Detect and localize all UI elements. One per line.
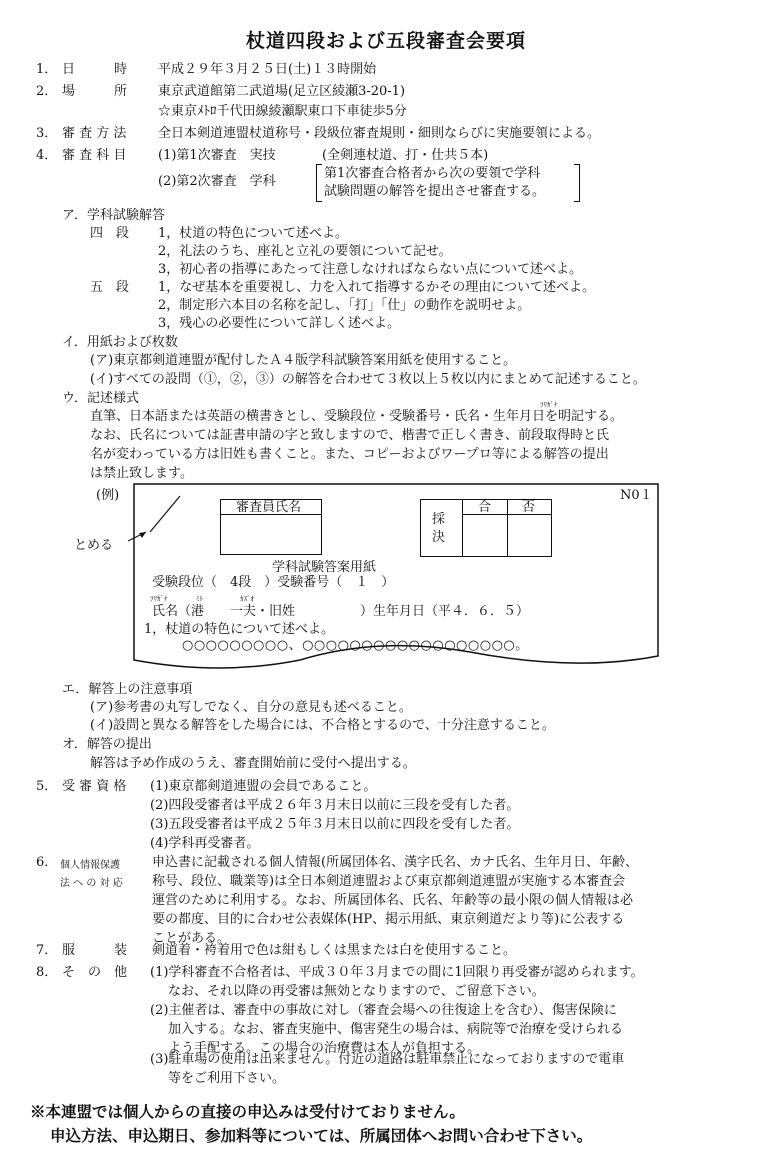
section-number: 8． xyxy=(36,965,58,980)
sheet-answer: ○○○○○○○○○、○○○○○○○○○○○○○○○○○○。 xyxy=(182,638,529,653)
text-line: 申込書に記載される個人情報(所属団体名、漢字氏名、カナ氏名、生年月日、年齢、 xyxy=(152,855,639,870)
staple-label: とめる xyxy=(74,538,114,553)
text-line: なお、それ以降の再受審は無効となりますので、ご留意下さい。 xyxy=(168,984,545,999)
pass-label: 合 xyxy=(478,500,492,515)
text-line: ことがある。 xyxy=(152,931,231,946)
text-line: (1)東京都剣道連盟の会員であること。 xyxy=(150,779,377,794)
text-line: (2)四段受審者は平成２６年３月末日以前に三段を受有した者。 xyxy=(150,798,520,813)
notice-line: ※本連盟では個人からの直接の申込みは受付けておりません。 xyxy=(30,1102,465,1121)
section-label: 審 査 科 目 xyxy=(62,148,127,163)
page-title: 杖道四段および五段審査会要項 xyxy=(246,30,527,52)
exam-second: (2)第2次審査 学科 xyxy=(158,174,276,189)
fail-label: 否 xyxy=(522,500,536,515)
section-label: 法 へ の 対 応 xyxy=(60,878,123,889)
examiner-name-label: 審査員氏名 xyxy=(236,500,302,515)
text-line: (4)学科再受審者。 xyxy=(150,836,260,851)
section-label: 個人情報保護 xyxy=(60,860,120,871)
section-number: 2． xyxy=(36,84,58,99)
ruby-text: ﾌﾘｶﾞﾅ xyxy=(540,401,558,409)
judgement-label: 採 xyxy=(432,512,446,527)
sheet-line: 1，杖道の特色について述べよ。 xyxy=(144,622,335,637)
question-item: 2，礼法のうち、座礼と立礼の要領について記せ。 xyxy=(158,244,452,259)
subsection-heading: ア．学科試験解答 xyxy=(62,208,165,223)
text-line: は禁止致します。 xyxy=(90,466,193,481)
section-number: 5． xyxy=(36,779,58,794)
section-number: 3． xyxy=(36,126,58,141)
section-text: 平成２９年３月２５日(土)１３時開始 xyxy=(158,62,377,77)
exam-first: (1)第1次審査 実技 xyxy=(158,148,276,163)
section-number: 7． xyxy=(36,943,58,958)
text-line: (2)主催者は、審査中の事故に対し（審査会場への往復途上を含む）、傷害保険に xyxy=(150,1003,617,1018)
section-label: 場 所 xyxy=(62,84,128,99)
text-line: 解答は予め作成のうえ、審査開始前に受付へ提出する。 xyxy=(90,756,416,771)
ruby-text: ｶｽﾞｵ xyxy=(240,595,254,603)
text-line: (ア)参考書の丸写しでなく、自分の意見も述べること。 xyxy=(90,700,412,715)
ruby-text: ﾌﾘｶﾞﾅ xyxy=(150,595,168,603)
section-number: 4． xyxy=(36,148,58,163)
text-line: (イ)すべての設問（①，②，③）の解答を合わせて３枚以上５枚以内にまとめて記述すること。 xyxy=(90,372,646,387)
subsection-heading: エ．解答上の注意事項 xyxy=(62,682,193,697)
section-number: 6． xyxy=(36,855,58,870)
section-text: 全日本剣道連盟杖道称号・段級位審査規則・細則ならびに実施要領による。 xyxy=(158,126,601,141)
section-text: ☆東京ﾒﾄﾛ千代田線綾瀬駅東口下車徒歩5分 xyxy=(158,104,407,119)
section-number: 1． xyxy=(36,62,58,77)
section-label: そ の 他 xyxy=(62,965,128,980)
section-label: 服 装 xyxy=(62,943,128,958)
rank-label: 四 段 xyxy=(90,226,130,241)
text-line: (3)五段受審者は平成２５年３月末日以前に四段を受有した者。 xyxy=(150,817,520,832)
text-line: (ア)東京都剣道連盟が配付したＡ４版学科試験答案用紙を使用すること。 xyxy=(90,353,517,368)
ruby-text: ﾐﾄ xyxy=(196,595,203,603)
question-item: 3，残心の必要性について詳しく述べよ。 xyxy=(158,316,401,331)
rank-label: 五 段 xyxy=(90,280,130,295)
sheet-number: N0１ xyxy=(620,488,653,503)
text-line: (1)学科審査不合格者は、平成３０年３月までの間に1回限り再受審が認められます。 xyxy=(150,965,644,980)
text-line: よう手配する。この場合の治療費は本人が負担する。 xyxy=(168,1041,481,1056)
question-item: 3，初心者の指導にあたって注意しなければならない点について述べよ。 xyxy=(158,262,583,277)
text-line: 運営のために利用する。なお、所属団体名、氏名、年齢等の最小限の個人情報は必 xyxy=(152,893,634,908)
subsection-heading: ウ．記述様式 xyxy=(62,391,139,406)
section-label: 審 査 方 法 xyxy=(62,126,127,141)
text-line: (3)駐車場の使用は出来ません。付近の道路は駐車禁止になっておりますので電車 xyxy=(150,1052,625,1067)
sheet-line: 氏名（港 一夫・旧姓 ）生年月日（平４．６．５） xyxy=(152,604,530,619)
judgement-label: 決 xyxy=(432,530,446,545)
section-label: 日 時 xyxy=(62,62,128,77)
sheet-title: 学科試験答案用紙 xyxy=(272,560,377,575)
section-label: 受 審 資 格 xyxy=(62,779,127,794)
sheet-line: 受験段位（ 4段 ）受験番号（ １ ） xyxy=(152,575,395,590)
section-text: 剣道着・袴着用で色は紺もしくは黒または白を使用すること。 xyxy=(152,943,517,958)
subsection-heading: イ．用紙および枚数 xyxy=(62,335,178,350)
exam-first-note: (全剣連杖道、打・仕共５本) xyxy=(322,148,489,163)
example-label: (例) xyxy=(96,488,120,503)
subsection-heading: オ．解答の提出 xyxy=(62,737,152,752)
question-item: 2，制定形六本目の名称を記し、「打」「仕」の動作を説明せよ。 xyxy=(158,298,531,313)
text-line: 直筆、日本語または英語の横書きとし、受験段位・受験番号・氏名・生年月日を明記する。 xyxy=(90,409,624,424)
question-item: 1，なぜ基本を重要視し、力を入れて指導するかその理由について述べよ。 xyxy=(158,280,596,295)
text-line: 等をご利用下さい。 xyxy=(168,1071,286,1086)
text-line: なお、氏名については証書申請の字と致しますので、楷書で正しく書き、前段取得時と氏 xyxy=(90,428,609,443)
question-item: 1，杖道の特色について述べよ。 xyxy=(158,226,349,241)
text-line: 要の都度、目的に合わせ公表媒体(HP、掲示用紙、東京剣道だより等)に公表する xyxy=(152,912,625,927)
text-line: 称号、段位、職業等)は全日本剣道連盟および東京都剣道連盟が実施する本審査会 xyxy=(152,874,626,889)
notice-line: 申込方法、申込期日、参加料等については、所属団体へお問い合わせ下さい。 xyxy=(50,1126,593,1145)
section-text: 東京武道館第二武道場(足立区綾瀬3-20-1) xyxy=(158,84,406,99)
exam-second-note: 試験問題の解答を提出させ審査する。 xyxy=(324,184,546,199)
exam-second-note: 第1次審査合格者から次の要領で学科 xyxy=(324,166,541,181)
text-line: 加入する。なお、審査実施中、傷害発生の場合は、病院等で治療を受けられる xyxy=(168,1022,624,1037)
text-line: 名が変わっている方は旧姓も書くこと。また、コピーおよびワープロ等による解答の提出 xyxy=(90,447,609,462)
judgement-header xyxy=(462,499,552,515)
text-line: (イ)設問と異なる解答をした場合には、不合格とするので、十分注意すること。 xyxy=(90,718,555,733)
